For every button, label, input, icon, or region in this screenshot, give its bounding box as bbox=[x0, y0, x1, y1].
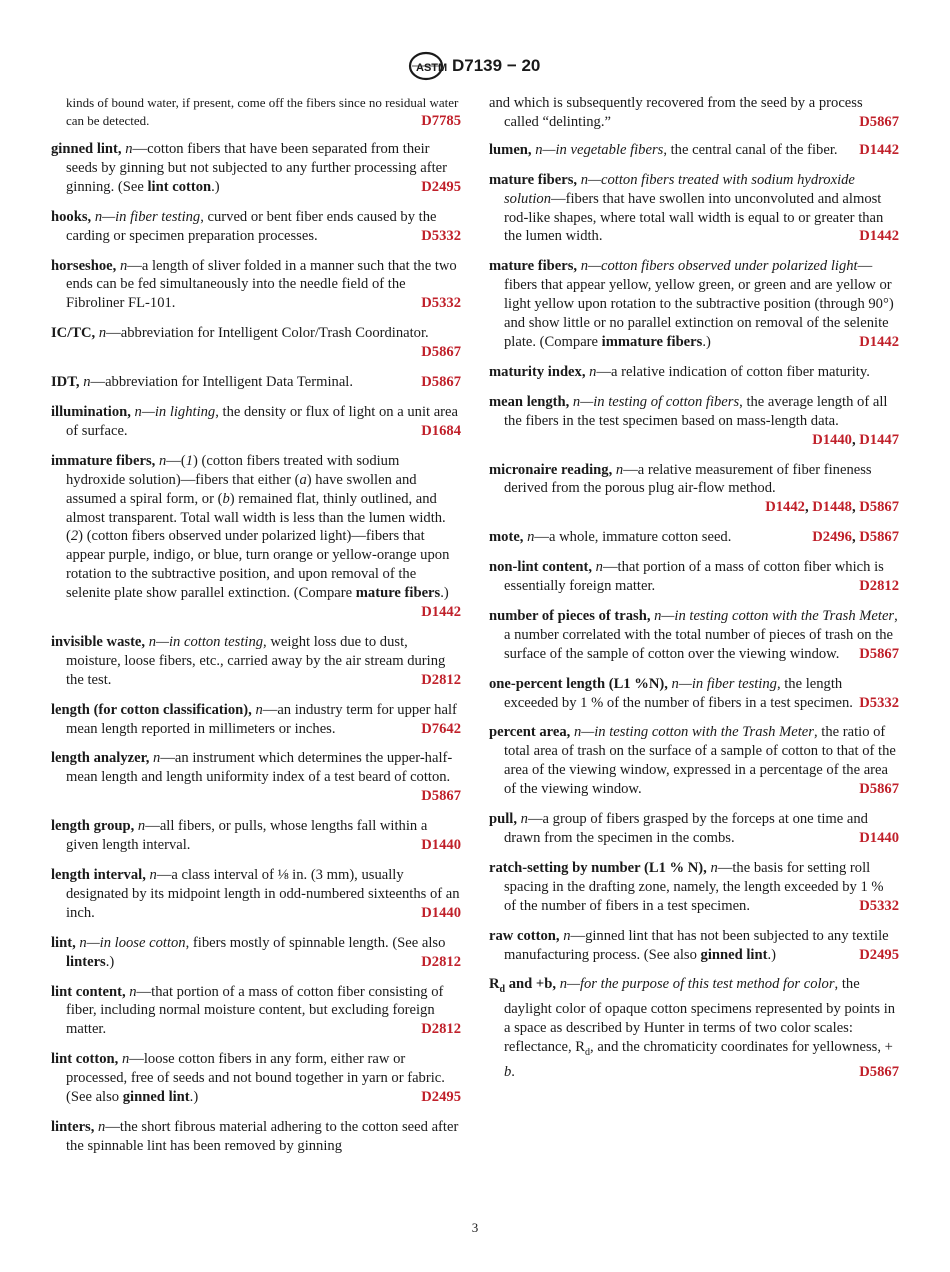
right-column bbox=[489, 94, 899, 1093]
reference-link[interactable]: D1447 bbox=[859, 431, 899, 448]
reference-link[interactable]: D5332 bbox=[859, 694, 899, 711]
reference-links bbox=[421, 294, 461, 313]
reference-link[interactable]: D1440 bbox=[421, 837, 461, 854]
continuation-text: and which is subsequently recovered from the seed by a process called “delinting.” D5867 bbox=[489, 95, 899, 130]
glossary-term: lint content, bbox=[51, 983, 126, 1000]
glossary-entry: non-lint content, n—that portion of a mass of cotton fiber which is essentially foreign matter. D2812 bbox=[489, 559, 899, 595]
page-number: 3 bbox=[471, 1220, 479, 1235]
astm-logo-icon bbox=[408, 51, 448, 81]
part-of-speech: n bbox=[535, 141, 543, 158]
reference-link[interactable]: D1684 bbox=[421, 422, 461, 439]
part-of-speech: n bbox=[572, 393, 581, 410]
reference-link[interactable]: D1440 bbox=[859, 830, 899, 846]
glossary-term: illumination, bbox=[51, 403, 131, 420]
glossary-term: immature fibers, bbox=[51, 452, 156, 469]
part-of-speech: n bbox=[83, 374, 91, 391]
part-of-speech: n bbox=[79, 934, 87, 951]
continuation-text: kinds of bound water, if present, come off the fibers since no residual water can be detected. D7785 bbox=[66, 95, 461, 129]
svg-text:ASTM: ASTM bbox=[416, 62, 448, 74]
glossary-term: non-lint content, bbox=[489, 559, 592, 576]
reference-links bbox=[421, 227, 461, 246]
bold-reference: mature fibers bbox=[355, 585, 441, 602]
glossary-entry: length analyzer, n—an instrument which determines the upper-half-mean length and length uniformity index of a test beard of cotton. D5867 bbox=[51, 750, 461, 805]
glossary-term: one-percent length (L1 %N), bbox=[489, 675, 668, 692]
reference-link[interactable]: D7785 bbox=[421, 113, 461, 129]
reference-link[interactable]: D1442 bbox=[765, 499, 805, 516]
italic-text: b bbox=[222, 490, 230, 507]
part-of-speech: n bbox=[573, 724, 582, 741]
reference-links bbox=[859, 577, 899, 596]
reference-link[interactable]: D2812 bbox=[421, 671, 461, 688]
qualifier-text: —in testing cotton with the Trash Meter bbox=[581, 724, 814, 741]
part-of-speech: n bbox=[149, 867, 157, 883]
part-of-speech: n bbox=[119, 257, 128, 274]
glossary-term: lint, bbox=[51, 934, 76, 951]
part-of-speech: n bbox=[580, 258, 589, 275]
reference-links bbox=[859, 1063, 899, 1082]
part-of-speech: n bbox=[559, 976, 567, 993]
reference-link[interactable]: D5867 bbox=[859, 113, 899, 130]
reference-links bbox=[421, 1088, 461, 1107]
part-of-speech: n bbox=[148, 633, 157, 650]
part-of-speech: n bbox=[137, 818, 146, 835]
reference-separator: , bbox=[804, 499, 813, 516]
glossary-entry: length group, n—all fibers, or pulls, whose lengths fall within a given length interval. D1440 bbox=[51, 818, 461, 854]
glossary-term: mean length, bbox=[489, 393, 570, 410]
reference-link[interactable]: D5332 bbox=[421, 295, 461, 312]
glossary-term: mature fibers, bbox=[489, 171, 578, 188]
glossary-term: horseshoe, bbox=[51, 257, 117, 274]
reference-links bbox=[765, 498, 899, 517]
qualifier-text: —in testing of cotton fibers bbox=[580, 393, 740, 410]
part-of-speech: n bbox=[255, 701, 263, 718]
glossary-term: ratch-setting by number (L1 % N), bbox=[489, 859, 707, 876]
glossary-entry: invisible waste, n—in cotton testing, weight loss due to dust, moisture, loose fibers, etc., carried away by the air stream during the test. D2812 bbox=[51, 633, 461, 688]
bold-reference: ginned lint bbox=[122, 1089, 190, 1106]
italic-text: b bbox=[504, 1063, 512, 1080]
reference-link[interactable]: D5867 bbox=[859, 529, 899, 546]
glossary-term: pull, bbox=[489, 811, 517, 828]
part-of-speech: n bbox=[710, 859, 718, 876]
reference-links bbox=[421, 787, 461, 806]
qualifier-text: —for the purpose of this test method for color bbox=[566, 976, 835, 993]
glossary-term: IDT, bbox=[51, 374, 80, 391]
qualifier-text: —cotton fibers observed under polarized light bbox=[588, 258, 858, 275]
reference-link[interactable]: D5867 bbox=[859, 645, 899, 662]
reference-links bbox=[812, 528, 899, 547]
glossary-term: number of pieces of trash, bbox=[489, 607, 651, 624]
glossary-entry: ratch-setting by number (L1 % N), n—the basis for setting roll spacing in the drafting zone, namely, the length exceeded by 1 % of the number of fibers in a test specimen. D5332 bbox=[489, 859, 899, 914]
part-of-speech: n bbox=[98, 325, 107, 342]
reference-links bbox=[421, 1020, 461, 1039]
qualifier-text: —in loose cotton bbox=[86, 934, 186, 951]
glossary-entry: length interval, n—a class interval of ⅛ in. (3 mm), usually designated by its midpoint length in odd-numbered sixteenths of an inch. D1440 bbox=[51, 867, 461, 921]
part-of-speech: n bbox=[125, 141, 133, 157]
glossary-term: mature fibers, bbox=[489, 258, 578, 275]
reference-links bbox=[859, 333, 899, 352]
reference-links bbox=[859, 645, 899, 664]
reference-link[interactable]: D5867 bbox=[859, 1063, 899, 1080]
bold-reference: linters bbox=[66, 953, 106, 970]
definition-part-2: (2) (cotton fibers observed under polarized light)—fibers that appear purple, indigo, or blue, turn orange or yellow-orange upon rotation to the subtractive position, and upon removal of the selenite plate show parallel extinction. (Compare mature fibers.) D1442 bbox=[66, 528, 461, 621]
reference-link[interactable]: D5867 bbox=[859, 499, 899, 516]
qualifier-text: —in lighting bbox=[141, 403, 216, 420]
qualifier-text: —cotton fibers treated with sodium hydroxide solution bbox=[504, 171, 855, 207]
reference-links bbox=[421, 373, 461, 392]
glossary-term: ginned lint, bbox=[51, 141, 122, 157]
term-subscript: d bbox=[499, 984, 506, 996]
glossary-entry: micronaire reading, n—a relative measurement of fiber fineness derived from the porous plug air-flow method. D1442, D1448, D5867 bbox=[489, 461, 899, 516]
glossary-entry: IC/TC, n—abbreviation for Intelligent Color/Trash Coordinator. D5867 bbox=[51, 325, 461, 361]
glossary-term: length (for cotton classification), bbox=[51, 701, 252, 718]
reference-links bbox=[859, 780, 899, 799]
reference-links bbox=[421, 836, 461, 855]
part-of-speech: n bbox=[158, 452, 167, 469]
glossary-term: percent area, bbox=[489, 724, 571, 741]
reference-links bbox=[421, 178, 461, 197]
reference-link[interactable]: D2495 bbox=[421, 178, 461, 195]
glossary-entry: percent area, n—in testing cotton with the Trash Meter, the ratio of total area of trash on the surface of a sample of cotton to that of the area of the viewing window, expressed in a percentage of the area of the viewing window. D5867 bbox=[489, 724, 899, 798]
reference-link[interactable]: D1442 bbox=[859, 228, 899, 245]
glossary-term: $R_d$ and +b, bbox=[489, 976, 557, 996]
glossary-entry: horseshoe, n—a length of sliver folded in a manner such that the two ends can be fed simultaneously into the needle field of the Fibroliner FL-101. D5332 bbox=[51, 257, 461, 312]
glossary-entry: one-percent length (L1 %N), n—in fiber testing, the length exceeded by 1 % of the number of fibers in a test specimen. D5332 bbox=[489, 675, 899, 711]
italic-text: 2 bbox=[70, 528, 79, 545]
glossary-entry: number of pieces of trash, n—in testing cotton with the Trash Meter, a number correlated with the total number of pieces of trash on the surface of the sample of cotton over the viewing window. D5867 bbox=[489, 607, 899, 662]
document-number: D7139 − 20 bbox=[452, 56, 541, 75]
bold-reference: ginned lint bbox=[700, 946, 768, 963]
glossary-entry: hooks, n—in fiber testing, curved or bent fiber ends caused by the carding or specimen preparation processes. D5332 bbox=[51, 208, 461, 244]
reference-link[interactable]: D1440 bbox=[812, 431, 852, 448]
glossary-entry: lumen, n—in vegetable fibers, the central canal of the fiber. D1442 bbox=[489, 141, 899, 158]
part-of-speech: n bbox=[121, 1051, 130, 1068]
glossary-entry: pull, n—a group of fibers grasped by the forceps at one time and drawn from the specimen in the combs. D1440 bbox=[489, 811, 899, 846]
page-header bbox=[0, 50, 950, 90]
reference-links bbox=[859, 946, 899, 965]
reference-links bbox=[859, 829, 899, 848]
reference-link[interactable]: D1442 bbox=[859, 333, 899, 350]
glossary-entry: lint, n—in loose cotton, fibers mostly of spinnable length. (See also linters.) D2812 bbox=[51, 934, 461, 970]
glossary-term: raw cotton, bbox=[489, 927, 560, 944]
reference-link[interactable]: D1442 bbox=[421, 604, 461, 621]
reference-link[interactable]: D1440 bbox=[421, 904, 461, 921]
reference-link[interactable]: D2496 bbox=[812, 529, 852, 546]
reference-link[interactable]: D7642 bbox=[421, 720, 461, 737]
reference-link[interactable]: D5867 bbox=[421, 374, 461, 391]
left-column bbox=[51, 94, 461, 1167]
part-of-speech: n bbox=[129, 983, 137, 1000]
glossary-entry: mote, n—a whole, immature cotton seed. D2496, D5867 bbox=[489, 529, 899, 546]
part-of-speech: n bbox=[654, 607, 662, 624]
reference-link[interactable]: D5867 bbox=[421, 344, 461, 361]
glossary-term: IC/TC, bbox=[51, 325, 96, 342]
glossary-entry: mean length, n—in testing of cotton fibers, the average length of all the fibers in the test specimen based on mass-length data. D1440, D1447 bbox=[489, 393, 899, 448]
reference-separator: , bbox=[851, 529, 860, 546]
part-of-speech: n bbox=[153, 750, 161, 767]
qualifier-text: —in vegetable fibers bbox=[542, 141, 664, 158]
glossary-term: linters, bbox=[51, 1118, 95, 1135]
qualifier-text: —in fiber testing bbox=[102, 208, 201, 225]
glossary-entry: illumination, n—in lighting, the density or flux of light on a unit area of surface. D1684 bbox=[51, 403, 461, 439]
reference-links bbox=[421, 343, 461, 362]
glossary-term: invisible waste, bbox=[51, 633, 146, 650]
glossary-term: mote, bbox=[489, 529, 524, 546]
reference-links bbox=[421, 953, 461, 972]
italic-text: 1 bbox=[185, 452, 194, 469]
italic-text: a bbox=[299, 471, 307, 488]
glossary-entry: ginned lint, n—cotton fibers that have been separated from their seeds by ginning but not subjected to any further processing after ginning. (See lint cotton.) D2495 bbox=[51, 141, 461, 195]
glossary-entry: raw cotton, n—ginned lint that has not been subjected to any textile manufacturing process. (See also ginned lint.) D2495 bbox=[489, 927, 899, 963]
reference-links bbox=[812, 431, 899, 450]
reference-link[interactable]: D2495 bbox=[859, 946, 899, 963]
glossary-term: hooks, bbox=[51, 208, 92, 225]
part-of-speech: n bbox=[94, 208, 103, 225]
part-of-speech: n bbox=[671, 675, 679, 692]
glossary-entry: lint content, n—that portion of a mass of cotton fiber consisting of fiber, including normal moisture content, but excluding foreign matter. D2812 bbox=[51, 983, 461, 1038]
qualifier-text: —in testing cotton with the Trash Meter bbox=[661, 607, 895, 624]
glossary-entry: $R_d$ and +b, n—for the purpose of this test method for color, the daylight color of opaque cotton specimens represented by points in a space as described by Hunter in terms of two color scales: reflectance, $R_d$, and the chromaticity coordinates for yellowness, + b. D5867 bbox=[489, 976, 899, 1080]
part-of-speech: n bbox=[527, 529, 535, 546]
reference-link[interactable]: D2495 bbox=[421, 1089, 461, 1106]
reference-link[interactable]: D2812 bbox=[421, 1021, 461, 1038]
part-of-speech: n bbox=[134, 403, 142, 420]
glossary-term: maturity index, bbox=[489, 363, 586, 380]
glossary-term: micronaire reading, bbox=[489, 461, 613, 478]
reference-separator: , bbox=[851, 499, 860, 516]
part-of-speech: n bbox=[98, 1118, 106, 1135]
reference-link[interactable]: D5867 bbox=[859, 781, 899, 798]
reference-link[interactable]: D2812 bbox=[859, 578, 899, 595]
glossary-entry: linters, n—the short fibrous material adhering to the cotton seed after the spinnable lint has been removed by ginning bbox=[51, 1118, 459, 1154]
glossary-term: lumen, bbox=[489, 141, 532, 158]
reference-links bbox=[421, 603, 461, 622]
part-of-speech: n bbox=[520, 811, 528, 828]
glossary-entry: length (for cotton classification), n—an industry term for upper half mean length reported in millimeters or inches. D7642 bbox=[51, 701, 461, 737]
reference-link[interactable]: D5867 bbox=[421, 788, 461, 805]
reference-link[interactable]: D1448 bbox=[812, 499, 852, 516]
reference-link[interactable]: D5332 bbox=[421, 227, 461, 244]
reference-links bbox=[859, 227, 899, 246]
reference-links bbox=[421, 720, 461, 739]
body-subscript: d bbox=[585, 1046, 591, 1058]
reference-link[interactable]: D1442 bbox=[859, 141, 899, 158]
bold-reference: immature fibers bbox=[601, 333, 703, 350]
reference-links bbox=[859, 897, 899, 916]
reference-links bbox=[859, 141, 899, 160]
part-of-speech: n bbox=[589, 363, 597, 380]
part-of-speech: n bbox=[563, 927, 571, 944]
qualifier-text: —in cotton testing bbox=[156, 633, 264, 650]
glossary-term: length group, bbox=[51, 818, 135, 835]
glossary-entry: mature fibers, n—cotton fibers treated with sodium hydroxide solution—fibers that have swollen into unconvoluted and almost rod-like shapes, where total wall width is equal to or greater than the lumen width. D1442 bbox=[489, 171, 899, 245]
glossary-entry: immature fibers, n—(1) (cotton fibers treated with sodium hydroxide solution)—fibers that either (a) have swollen and assumed a spiral form, or (b) remained flat, thinly outlined, and almost transparent. Total wall width is less than the lumen width. (2) (cotton fibers observed under polarized light)—fibers that appear purple, indigo, or blue, turn orange or yellow-orange upon rotation to the subtractive position, and upon removal of the selenite plate show parallel extinction. (Compare mature fibers.) D1442 bbox=[51, 452, 461, 621]
glossary-entry: lint cotton, n—loose cotton fibers in any form, either raw or processed, free of seeds and not bound together in yarn or fabric. (See also ginned lint.) D2495 bbox=[51, 1051, 461, 1106]
glossary-entry: maturity index, n—a relative indication of cotton fiber maturity. bbox=[489, 363, 870, 380]
reference-separator: , bbox=[851, 431, 860, 448]
part-of-speech: n bbox=[580, 171, 589, 188]
reference-links bbox=[421, 422, 461, 441]
glossary-entry: mature fibers, n—cotton fibers observed under polarized light—fibers that appear yellow, yellow green, or green and are yellow or light yellow upon rotation to the subtractive position (through 90°) and show little or no parallel extinction on removal of the selenite plate. (Compare immature fibers.) D1442 bbox=[489, 258, 899, 350]
reference-link[interactable]: D5332 bbox=[859, 897, 899, 914]
glossary-term: lint cotton, bbox=[51, 1051, 119, 1068]
glossary-entry: IDT, n—abbreviation for Intelligent Data Terminal. D5867 bbox=[51, 374, 461, 391]
bold-reference: lint cotton bbox=[147, 178, 212, 195]
glossary-term: length analyzer, bbox=[51, 750, 150, 767]
glossary-term: length interval, bbox=[51, 867, 146, 883]
reference-links bbox=[421, 904, 461, 923]
part-of-speech: n bbox=[595, 559, 603, 576]
part-of-speech: n bbox=[615, 461, 624, 478]
reference-links bbox=[421, 671, 461, 690]
reference-link[interactable]: D2812 bbox=[421, 953, 461, 970]
reference-links bbox=[859, 694, 899, 713]
qualifier-text: —in fiber testing bbox=[678, 675, 777, 692]
